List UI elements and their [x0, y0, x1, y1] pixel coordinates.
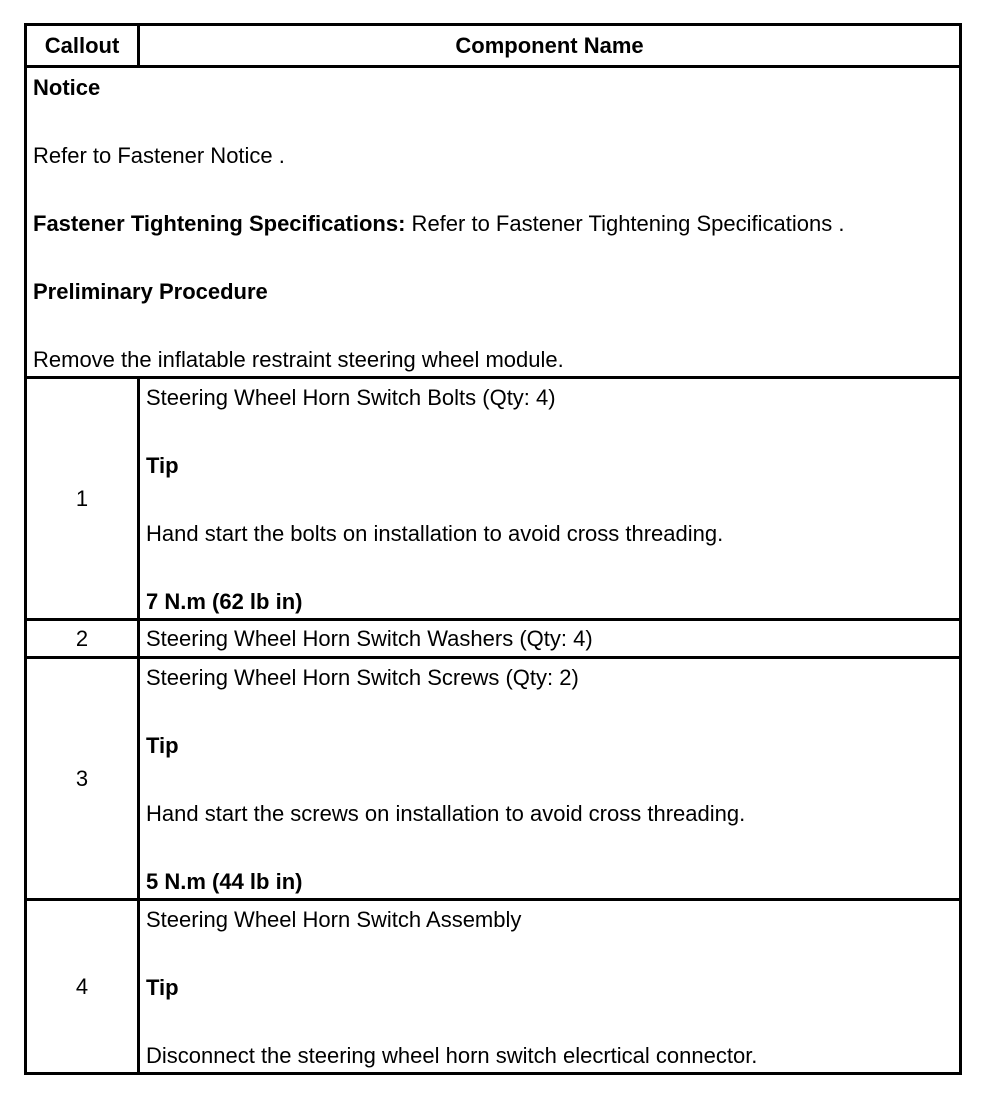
table-header-row — [26, 25, 961, 67]
notice-title: Notice — [33, 75, 101, 100]
tip-label: Tip — [146, 453, 179, 478]
callout-number: 3 — [26, 658, 139, 900]
tightening-spec-line — [33, 211, 953, 237]
tightening-spec-label: Fastener Tightening Specifications: — [33, 211, 406, 236]
component-cell — [139, 378, 961, 620]
component-table — [24, 23, 962, 1075]
preliminary-procedure-text: Remove the inflatable restraint steering wheel module. — [33, 347, 564, 372]
tip-label: Tip — [146, 733, 179, 758]
component-name-header: Component Name — [139, 25, 961, 67]
notice-row — [26, 67, 961, 378]
tightening-spec-text: Refer to Fastener Tightening Specifications . — [405, 211, 845, 236]
preliminary-procedure-title: Preliminary Procedure — [33, 279, 268, 304]
fastener-notice-reference: Refer to Fastener Notice . — [33, 143, 285, 168]
component-cell — [139, 658, 961, 900]
tip-text: Disconnect the steering wheel horn switch elecrtical connector. — [146, 1043, 758, 1068]
table-row — [26, 900, 961, 1074]
table-row — [26, 620, 961, 658]
tip-text: Hand start the bolts on installation to avoid cross threading. — [146, 521, 724, 546]
component-name: Steering Wheel Horn Switch Assembly — [146, 907, 522, 932]
callout-header: Callout — [26, 25, 139, 67]
notice-cell — [26, 67, 961, 378]
component-name: Steering Wheel Horn Switch Washers (Qty: 4) — [139, 620, 961, 658]
tip-label: Tip — [146, 975, 179, 1000]
callout-number: 4 — [26, 900, 139, 1074]
component-name: Steering Wheel Horn Switch Bolts (Qty: 4) — [146, 385, 556, 410]
torque-spec: 5 N.m (44 lb in) — [146, 869, 303, 894]
table-row — [26, 658, 961, 900]
callout-number: 1 — [26, 378, 139, 620]
tip-text: Hand start the screws on installation to avoid cross threading. — [146, 801, 746, 826]
component-name: Steering Wheel Horn Switch Screws (Qty: 2) — [146, 665, 579, 690]
table-row — [26, 378, 961, 620]
callout-number: 2 — [26, 620, 139, 658]
component-cell — [139, 900, 961, 1074]
torque-spec: 7 N.m (62 lb in) — [146, 589, 303, 614]
